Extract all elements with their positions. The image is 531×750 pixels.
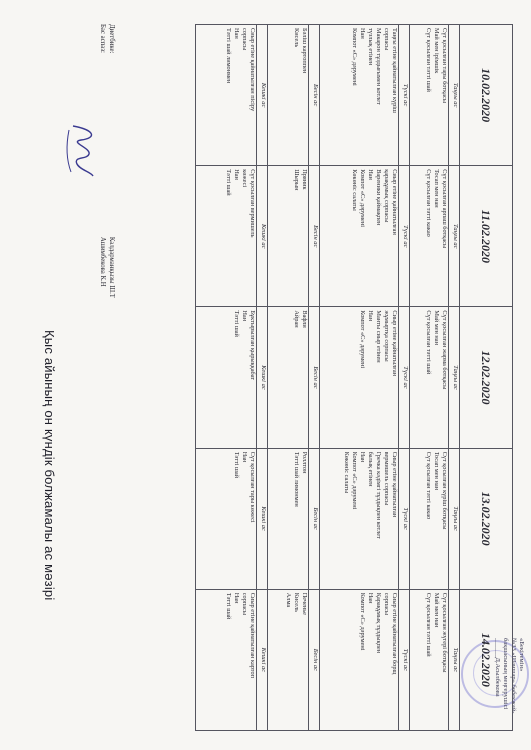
afternoon-label: Бесін ас <box>309 448 320 589</box>
menu-item: Пряник <box>301 169 308 190</box>
menu-item: Айран <box>293 310 300 328</box>
menu-item: Сүт қосылған жүгері ботқасы <box>441 592 448 673</box>
menu-table <box>195 24 513 731</box>
menu-item: Қарақұмық тұздықпен <box>375 592 382 654</box>
approval-line: «Бекітемін» <box>518 638 525 672</box>
breakfast-label: Таңғы ас <box>449 25 460 166</box>
lunch-label: Түскі ас <box>399 166 410 307</box>
menu-item: Сиыр етіне қайнатылған <box>391 310 398 377</box>
lunch-label: Түскі ас <box>399 25 410 166</box>
menu-item: Сиыр етіне қайнатылған <box>391 169 398 235</box>
menu-item: Сүт қосылған күріш ботқасы <box>441 451 448 530</box>
afternoon-cell <box>268 589 309 730</box>
menu-item: Компот «С» дәрумені <box>359 310 366 369</box>
menu-item: Нан <box>359 451 366 463</box>
menu-item: Тосап мен нан <box>433 169 440 208</box>
menu-item: Май мен нан <box>433 592 440 628</box>
menu-item: Сүт қосылған жарма ботқасы <box>441 310 448 390</box>
menu-item: Алма <box>285 592 292 608</box>
menu-item: Шырын <box>293 169 300 191</box>
menu-item: Сүт қосылған тары көжесі <box>249 451 256 523</box>
nurse-role: Бас аспаз: <box>99 24 106 53</box>
menu-item: Сүт қосылған тәтті какао <box>425 451 432 520</box>
menu-item: Кисель <box>293 592 300 613</box>
lunch-cell <box>320 166 399 307</box>
menu-item: Нан <box>241 310 248 322</box>
menu-item: Сиыр етіне қайнатылған борщ <box>391 592 398 675</box>
menu-item: Сүт қосылған арпаш ботқасы <box>441 169 448 249</box>
menu-item: Макарон тұздығымен котлет <box>375 28 382 105</box>
menu-item: Роллтон <box>301 451 308 474</box>
menu-item: сорпасы <box>241 592 248 616</box>
menu-item: Сүт қосылған тәтті шай <box>425 310 432 375</box>
menu-item: Сүт қосылған тары ботқасы <box>441 28 448 104</box>
handwritten-signature <box>59 120 103 180</box>
menu-item: Сүт қосылған тәтті какао <box>425 169 432 237</box>
menu-item: Тосап мен нан <box>433 451 440 491</box>
dinner-cell <box>196 166 257 307</box>
menu-item: сорпасы <box>241 28 248 51</box>
menu-item: Сиыр етіне қайнатылған <box>391 451 398 518</box>
menu-item: Нан <box>233 28 240 39</box>
signatures-block <box>98 24 116 384</box>
dinner-cell <box>196 448 257 589</box>
breakfast-cell <box>410 25 449 166</box>
breakfast-label: Таңғы ас <box>449 166 460 307</box>
menu-item: Тәтті шай <box>225 169 232 196</box>
menu-item: Сиыр етіне қайнатылған пісіру <box>249 28 256 112</box>
lunch-cell <box>320 448 399 589</box>
menu-item: Таңғы етіне қайнатылған күріш <box>391 28 398 113</box>
approval-line: ______Д.Асылбекова <box>494 638 501 697</box>
menu-item: Тәтті шай <box>225 592 232 620</box>
menu-item: Нан <box>367 169 374 180</box>
breakfast-cell <box>410 166 449 307</box>
menu-item: Сүт қосылған тәтті шай <box>425 28 432 92</box>
dinner-cell <box>196 589 257 730</box>
dinner-cell <box>196 25 257 166</box>
lunch-cell <box>320 307 399 448</box>
page-title: Қыс айының он күндік болжамалы ас мәзірі <box>42 330 57 601</box>
lunch-label: Түскі ас <box>399 448 410 589</box>
menu-item: Нан <box>241 451 248 463</box>
menu-item: Сиыр етіне қайнатылған картоп <box>249 592 256 678</box>
menu-item: сорпасы <box>383 28 390 51</box>
dietitian-name: Калдарманқызы Ш.Т <box>108 236 115 298</box>
menu-item: балық етінен <box>367 451 374 487</box>
dinner-label: Кешкі ас <box>257 589 268 730</box>
menu-item: көжесі <box>241 169 248 188</box>
afternoon-cell <box>268 448 309 589</box>
menu-item: түзлық етінен <box>367 28 374 66</box>
afternoon-cell <box>268 307 309 448</box>
breakfast-cell <box>410 589 449 730</box>
date-header: 11.02.2020 <box>460 166 513 307</box>
menu-item: Май мен ірімшік <box>433 28 440 74</box>
menu-item: Манты сиыр етінен <box>375 310 382 363</box>
menu-item: Компот «С» дәрумені <box>351 28 358 86</box>
menu-item: вермишель сорпасы <box>383 451 390 506</box>
menu-item: Көкөніс салаты <box>351 169 358 211</box>
menu-item: Компот «С» дәрумені <box>351 451 358 510</box>
menu-item: Гречка кәдімгі тұздықпен котлет <box>375 451 382 539</box>
menu-item: қарақұмық сорпасы <box>383 169 390 223</box>
menu-item: Нан <box>233 169 240 180</box>
date-header: 14.02.2020 <box>460 589 513 730</box>
date-header: 10.02.2020 <box>460 25 513 166</box>
menu-item: Нан <box>367 592 374 604</box>
lunch-cell <box>320 25 399 166</box>
menu-item: Вафли <box>301 310 308 328</box>
menu-item: Тәтті шай <box>233 451 240 479</box>
menu-item: Компот «С» дәрумені <box>359 592 366 651</box>
lunch-label: Түскі ас <box>399 589 410 730</box>
breakfast-cell <box>410 307 449 448</box>
lunch-label: Түскі ас <box>399 307 410 448</box>
menu-item: Сүт қосылған тәтті шай <box>425 592 432 657</box>
menu-item: Тәтті шай <box>233 310 240 337</box>
nurse-name: Ашимбекова К.Н <box>99 236 106 287</box>
dinner-label: Кешкі ас <box>257 448 268 589</box>
menu-item: Вареники қаймақпен <box>375 169 382 226</box>
menu-item: Печенье <box>301 592 308 615</box>
breakfast-label: Таңғы ас <box>449 589 460 730</box>
date-header: 12.02.2020 <box>460 307 513 448</box>
approval-line: бақшасының меңгерушісі <box>502 638 509 710</box>
menu-item: Кисель <box>293 28 300 48</box>
menu-item: Май мен нан <box>433 310 440 345</box>
menu-item: Тәтті шай лимонмен <box>293 451 300 507</box>
dinner-cell <box>196 307 257 448</box>
afternoon-label: Бесін ас <box>309 25 320 166</box>
dinner-label: Кешкі ас <box>257 25 268 166</box>
afternoon-cell <box>268 25 309 166</box>
menu-item: Нан <box>233 592 240 604</box>
dinner-label: Кешкі ас <box>257 307 268 448</box>
menu-item: Бұктырылған қырыққабат <box>249 310 256 381</box>
menu-item: Көкөніс салаты <box>343 451 350 494</box>
breakfast-cell <box>410 448 449 589</box>
breakfast-label: Таңғы ас <box>449 307 460 448</box>
afternoon-label: Бесін ас <box>309 589 320 730</box>
afternoon-label: Бесін ас <box>309 307 320 448</box>
menu-item: Сүт қосылған вермишель <box>249 169 256 238</box>
breakfast-label: Таңғы ас <box>449 448 460 589</box>
menu-item: Тәтті шай лимонмен <box>225 28 232 84</box>
afternoon-label: Бесін ас <box>309 166 320 307</box>
lunch-cell <box>320 589 399 730</box>
dietitian-role: Диетбике: <box>108 24 115 54</box>
menu-item: Бәліш картоппен <box>301 28 308 74</box>
menu-item: Компот «С» дәрумені <box>359 169 366 227</box>
menu-item: сорпасы <box>383 592 390 616</box>
date-header: 13.02.2020 <box>460 448 513 589</box>
menu-item: Нан <box>367 310 374 322</box>
afternoon-cell <box>268 166 309 307</box>
menu-item: Нан <box>359 28 366 39</box>
approval-line: №33 «Шаншар» бөбекжай- <box>510 638 517 714</box>
menu-item: жұмыртқа сорпасы <box>383 310 390 362</box>
dinner-label: Кешкі ас <box>257 166 268 307</box>
